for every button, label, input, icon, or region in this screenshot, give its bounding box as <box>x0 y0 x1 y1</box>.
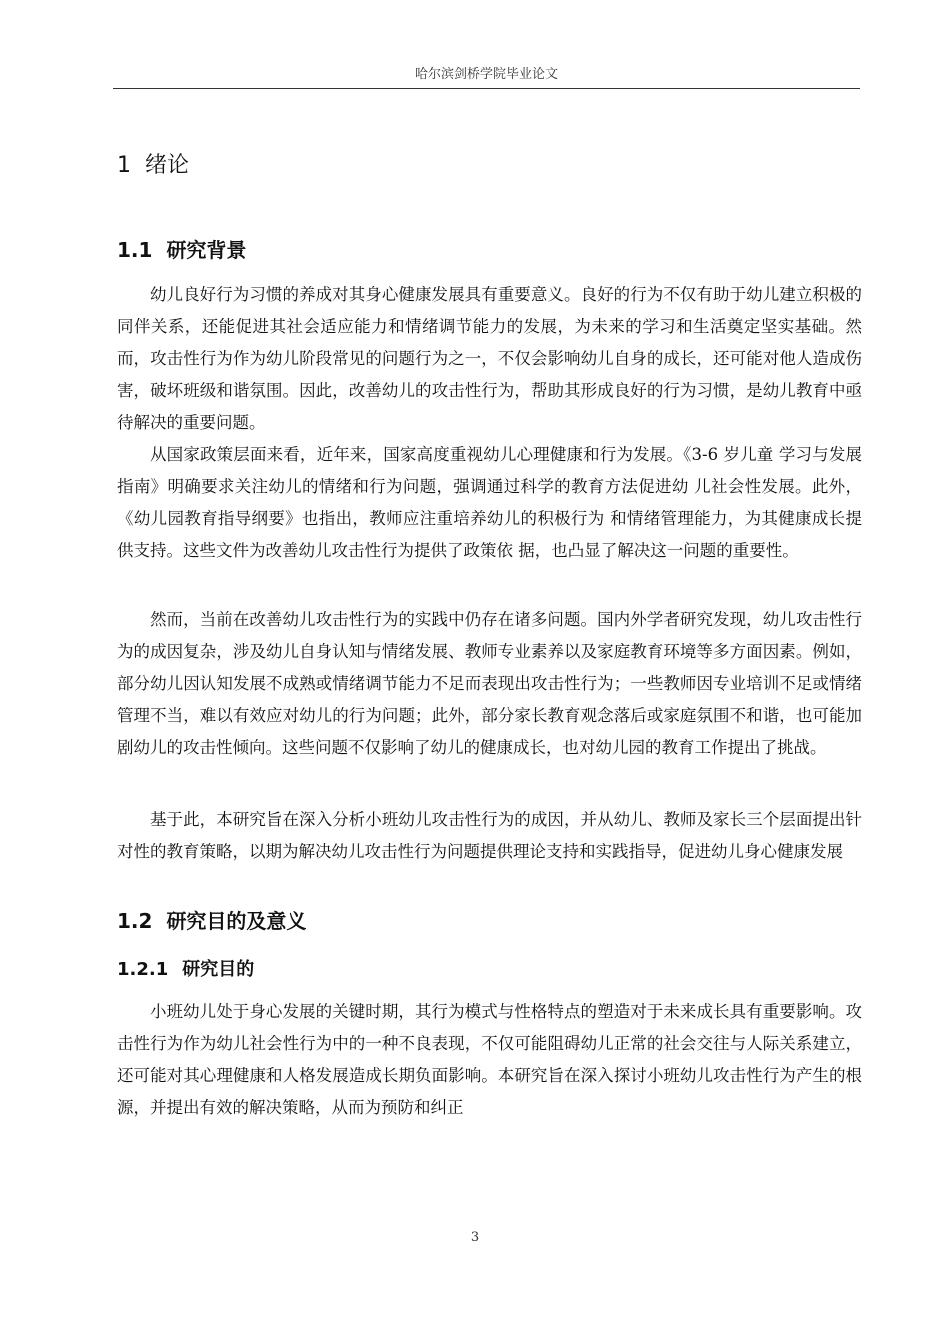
body-paragraph: 然而，当前在改善幼儿攻击性行为的实践中仍存在诸多问题。国内外学者研究发现，幼儿攻击性行为的成因复杂，涉及幼儿自身认知与情绪发展、教师专业素养以及家庭教育环境等多方面因素。例如，部分幼儿因认知发展不成熟或情绪调节能力不足而表现出攻击性行为；一些教师因专业培训不足或情绪管理不当，难以有效应对幼儿的行为问题；此外，部分家长教育观念落后或家庭氛围不和谐，也可能加剧幼儿的攻击性倾向。这些问题不仅影响了幼儿的健康成长，也对幼儿园的教育工作提出了挑战。 <box>117 610 862 757</box>
body-paragraph: 小班幼儿处于身心发展的关键时期，其行为模式与性格特点的塑造对于未来成长具有重要影响。攻击性行为作为幼儿社会性行为中的一种不良表现，不仅可能阻碍幼儿正常的社会交往与人际关系建立，还可能对其心理健康和人格发展造成长期负面影响。本研究旨在深入探讨小班幼儿攻击性行为产生的根源，并提出有效的解决策略，从而为预防和纠正 <box>117 1002 862 1117</box>
running-header: 哈尔滨剑桥学院毕业论文 <box>113 62 860 89</box>
chapter-number: 1 <box>117 153 131 178</box>
subsection-title: 研究目的 <box>182 959 255 980</box>
section-number: 1.1 <box>117 238 153 262</box>
section-title: 研究背景 <box>166 238 247 262</box>
section-1-1-heading <box>117 234 246 266</box>
page-number: 3 <box>470 1230 480 1245</box>
section-1-2-heading <box>117 905 306 937</box>
body-paragraph: 从国家政策层面来看，近年来，国家高度重视幼儿心理健康和行为发展。《3-6 岁儿童 学习与发展指南》明确要求关注幼儿的情绪和行为问题，强调通过科学的教育方法促进幼 儿社会性发展。此外，《幼儿园教育指导纲要》也指出，教师应注重培养幼儿的积极行为 和情绪管理能力，为其健康成长提供支持。这些文件为改善幼儿攻击性行为提供了政策依 据，也凸显了解决这一问题的重要性。 <box>117 445 862 560</box>
subsection-1-2-1-heading <box>117 955 254 985</box>
body-paragraph: 基于此，本研究旨在深入分析小班幼儿攻击性行为的成因，并从幼儿、教师及家长三个层面提出针对性的教育策略，以期为解决幼儿攻击性行为问题提供理论支持和实践指导，促进幼儿身心健康发展 <box>117 810 862 861</box>
chapter-title: 绪论 <box>145 153 190 178</box>
section-title: 研究目的及意义 <box>166 909 307 933</box>
chapter-heading <box>117 148 189 184</box>
section-number: 1.2 <box>117 909 153 933</box>
body-paragraph: 幼儿良好行为习惯的养成对其身心健康发展具有重要意义。良好的行为不仅有助于幼儿建立积极的同伴关系，还能促进其社会适应能力和情绪调节能力的发展，为未来的学习和生活奠定坚实基础。然而，攻击性行为作为幼儿阶段常见的问题行为之一，不仅会影响幼儿自身的成长，还可能对他人造成伤害，破坏班级和谐氛围。因此，改善幼儿的攻击性行为，帮助其形成良好的行为习惯，是幼儿教育中亟待解决的重要问题。 <box>117 285 862 432</box>
subsection-number: 1.2.1 <box>117 959 169 980</box>
